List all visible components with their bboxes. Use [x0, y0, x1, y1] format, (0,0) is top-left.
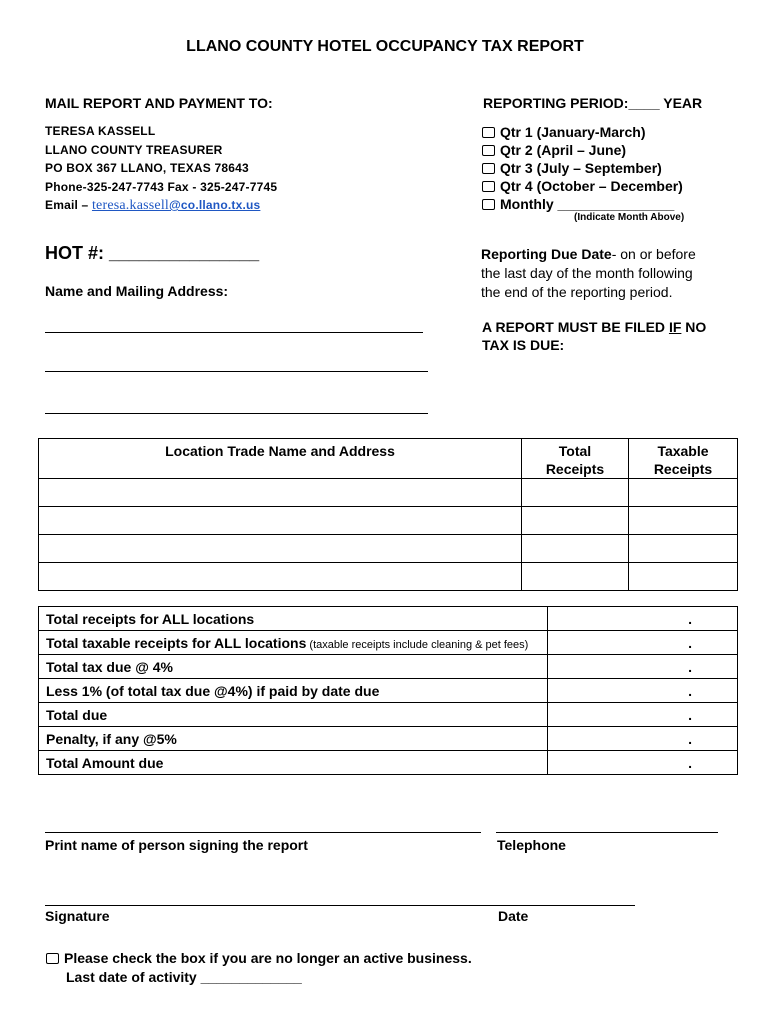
totals-value[interactable]: . — [548, 679, 738, 703]
due-date-line: the end of the reporting period. — [481, 284, 673, 300]
total-receipts-cell[interactable] — [522, 563, 629, 591]
totals-label — [39, 631, 548, 655]
totals-label-text: Total taxable receipts for ALL locations — [46, 634, 307, 651]
option-label: Qtr 4 (October – December) — [500, 178, 683, 194]
header-taxable-receipts — [629, 439, 738, 479]
totals-label — [39, 679, 548, 703]
must-file-notice — [482, 318, 706, 354]
taxable-receipts-cell[interactable] — [629, 479, 738, 507]
email-line — [45, 198, 277, 218]
totals-row — [39, 655, 738, 679]
must-file-text: A REPORT MUST BE FILED — [482, 319, 669, 335]
total-receipts-cell[interactable] — [522, 507, 629, 535]
totals-label — [39, 751, 548, 775]
must-file-text: TAX IS DUE: — [482, 337, 565, 353]
totals-row — [39, 703, 738, 727]
option-qtr3 — [482, 160, 683, 178]
mail-line: Phone-325-247-7743 Fax - 325-247-7745 — [45, 179, 278, 194]
due-date-text — [481, 245, 696, 302]
reporting-period-heading: REPORTING PERIOD:____ YEAR — [483, 95, 703, 111]
checkbox-qtr3[interactable] — [482, 163, 495, 174]
inactive-business-section — [46, 949, 472, 987]
mail-line: LLANO COUNTY TREASURER — [45, 142, 223, 157]
totals-label-text: Total receipts for ALL locations — [46, 610, 255, 627]
signature-line[interactable] — [45, 905, 635, 906]
address-line-2[interactable] — [45, 371, 428, 372]
location-table — [38, 438, 738, 591]
location-cell[interactable] — [39, 507, 522, 535]
location-cell[interactable] — [39, 535, 522, 563]
totals-label — [39, 607, 548, 631]
indicate-month-note: (Indicate Month Above) — [574, 212, 685, 223]
taxable-receipts-cell[interactable] — [629, 535, 738, 563]
mail-address — [45, 124, 277, 218]
totals-row — [39, 607, 738, 631]
due-date-line: - on or before — [611, 246, 696, 262]
checkbox-inactive[interactable] — [46, 953, 59, 964]
option-label: Qtr 1 (January-March) — [500, 124, 646, 140]
email-label: Email – — [45, 198, 92, 212]
totals-row — [39, 751, 738, 775]
header-label: Location Trade Name and Address — [165, 443, 395, 459]
totals-value[interactable]: . — [548, 655, 738, 679]
total-receipts-cell[interactable] — [522, 479, 629, 507]
checkbox-qtr1[interactable] — [482, 127, 495, 138]
location-table-header — [39, 439, 738, 479]
mail-line: PO BOX 367 LLANO, TEXAS 78643 — [45, 161, 249, 175]
email-user: teresa.kassell — [91, 198, 170, 213]
totals-table — [38, 606, 738, 775]
due-date-line: the last day of the month following — [481, 265, 693, 281]
totals-value[interactable]: . — [548, 631, 738, 655]
table-row — [39, 507, 738, 535]
table-row — [39, 479, 738, 507]
print-name-line[interactable] — [45, 832, 481, 833]
totals-label — [39, 655, 548, 679]
totals-value[interactable]: . — [548, 727, 738, 751]
total-receipts-cell[interactable] — [522, 535, 629, 563]
totals-label-text: Penalty, if any @5% — [46, 730, 177, 747]
inactive-text: Please check the box if you are no longer an active business. — [64, 950, 472, 966]
totals-value[interactable]: . — [548, 607, 738, 631]
totals-label-text: Total Amount due — [46, 754, 164, 771]
table-row — [39, 563, 738, 591]
totals-value[interactable]: . — [548, 703, 738, 727]
header-label: Taxable Receipts — [653, 443, 713, 477]
taxable-receipts-cell[interactable] — [629, 507, 738, 535]
signature-label: Signature — [45, 908, 110, 924]
option-qtr2 — [482, 142, 683, 160]
due-date-label: Reporting Due Date — [481, 246, 612, 262]
checkbox-monthly[interactable] — [482, 199, 495, 210]
taxable-receipts-cell[interactable] — [629, 563, 738, 591]
totals-label — [39, 727, 548, 751]
totals-label-text: Total tax due @ 4% — [46, 658, 173, 675]
totals-label-text: Total due — [46, 706, 108, 723]
option-label: Qtr 2 (April – June) — [500, 142, 627, 158]
totals-row — [39, 631, 738, 655]
location-cell[interactable] — [39, 479, 522, 507]
location-cell[interactable] — [39, 563, 522, 591]
email-link[interactable] — [92, 198, 260, 212]
header-label: Total Receipts — [545, 443, 605, 477]
telephone-line[interactable] — [496, 832, 718, 833]
header-location — [39, 439, 522, 479]
address-line-1[interactable] — [45, 332, 423, 333]
totals-note: (taxable receipts include cleaning & pet fees) — [306, 638, 529, 651]
telephone-label: Telephone — [497, 837, 566, 853]
totals-label-text: Less 1% (of total tax due @4%) if paid by date due — [46, 682, 380, 699]
mail-heading: MAIL REPORT AND PAYMENT TO: — [45, 95, 273, 111]
option-label: Monthly _______________ — [500, 196, 675, 212]
hot-number-field[interactable]: HOT #: _______________ — [45, 243, 260, 263]
totals-value[interactable]: . — [548, 751, 738, 775]
name-address-label: Name and Mailing Address: — [45, 283, 229, 299]
option-label: Qtr 3 (July – September) — [500, 160, 662, 176]
totals-row — [39, 679, 738, 703]
totals-row — [39, 727, 738, 751]
mail-line: TERESA KASSELL — [45, 124, 156, 138]
date-label: Date — [498, 908, 529, 924]
must-file-text: NO — [681, 319, 707, 335]
email-domain: @co.llano.tx.us — [169, 198, 261, 212]
option-qtr4 — [482, 178, 683, 196]
option-qtr1 — [482, 124, 683, 142]
checkbox-qtr4[interactable] — [482, 181, 495, 192]
address-line-3[interactable] — [45, 413, 428, 414]
print-name-label: Print name of person signing the report — [45, 837, 308, 853]
header-total-receipts — [522, 439, 629, 479]
totals-label — [39, 703, 548, 727]
table-row — [39, 535, 738, 563]
must-file-if: IF — [668, 319, 682, 335]
checkbox-qtr2[interactable] — [482, 145, 495, 156]
reporting-period-options — [482, 124, 683, 214]
last-date-activity[interactable]: Last date of activity _____________ — [66, 969, 302, 985]
page-title: LLANO COUNTY HOTEL OCCUPANCY TAX REPORT — [186, 38, 584, 55]
